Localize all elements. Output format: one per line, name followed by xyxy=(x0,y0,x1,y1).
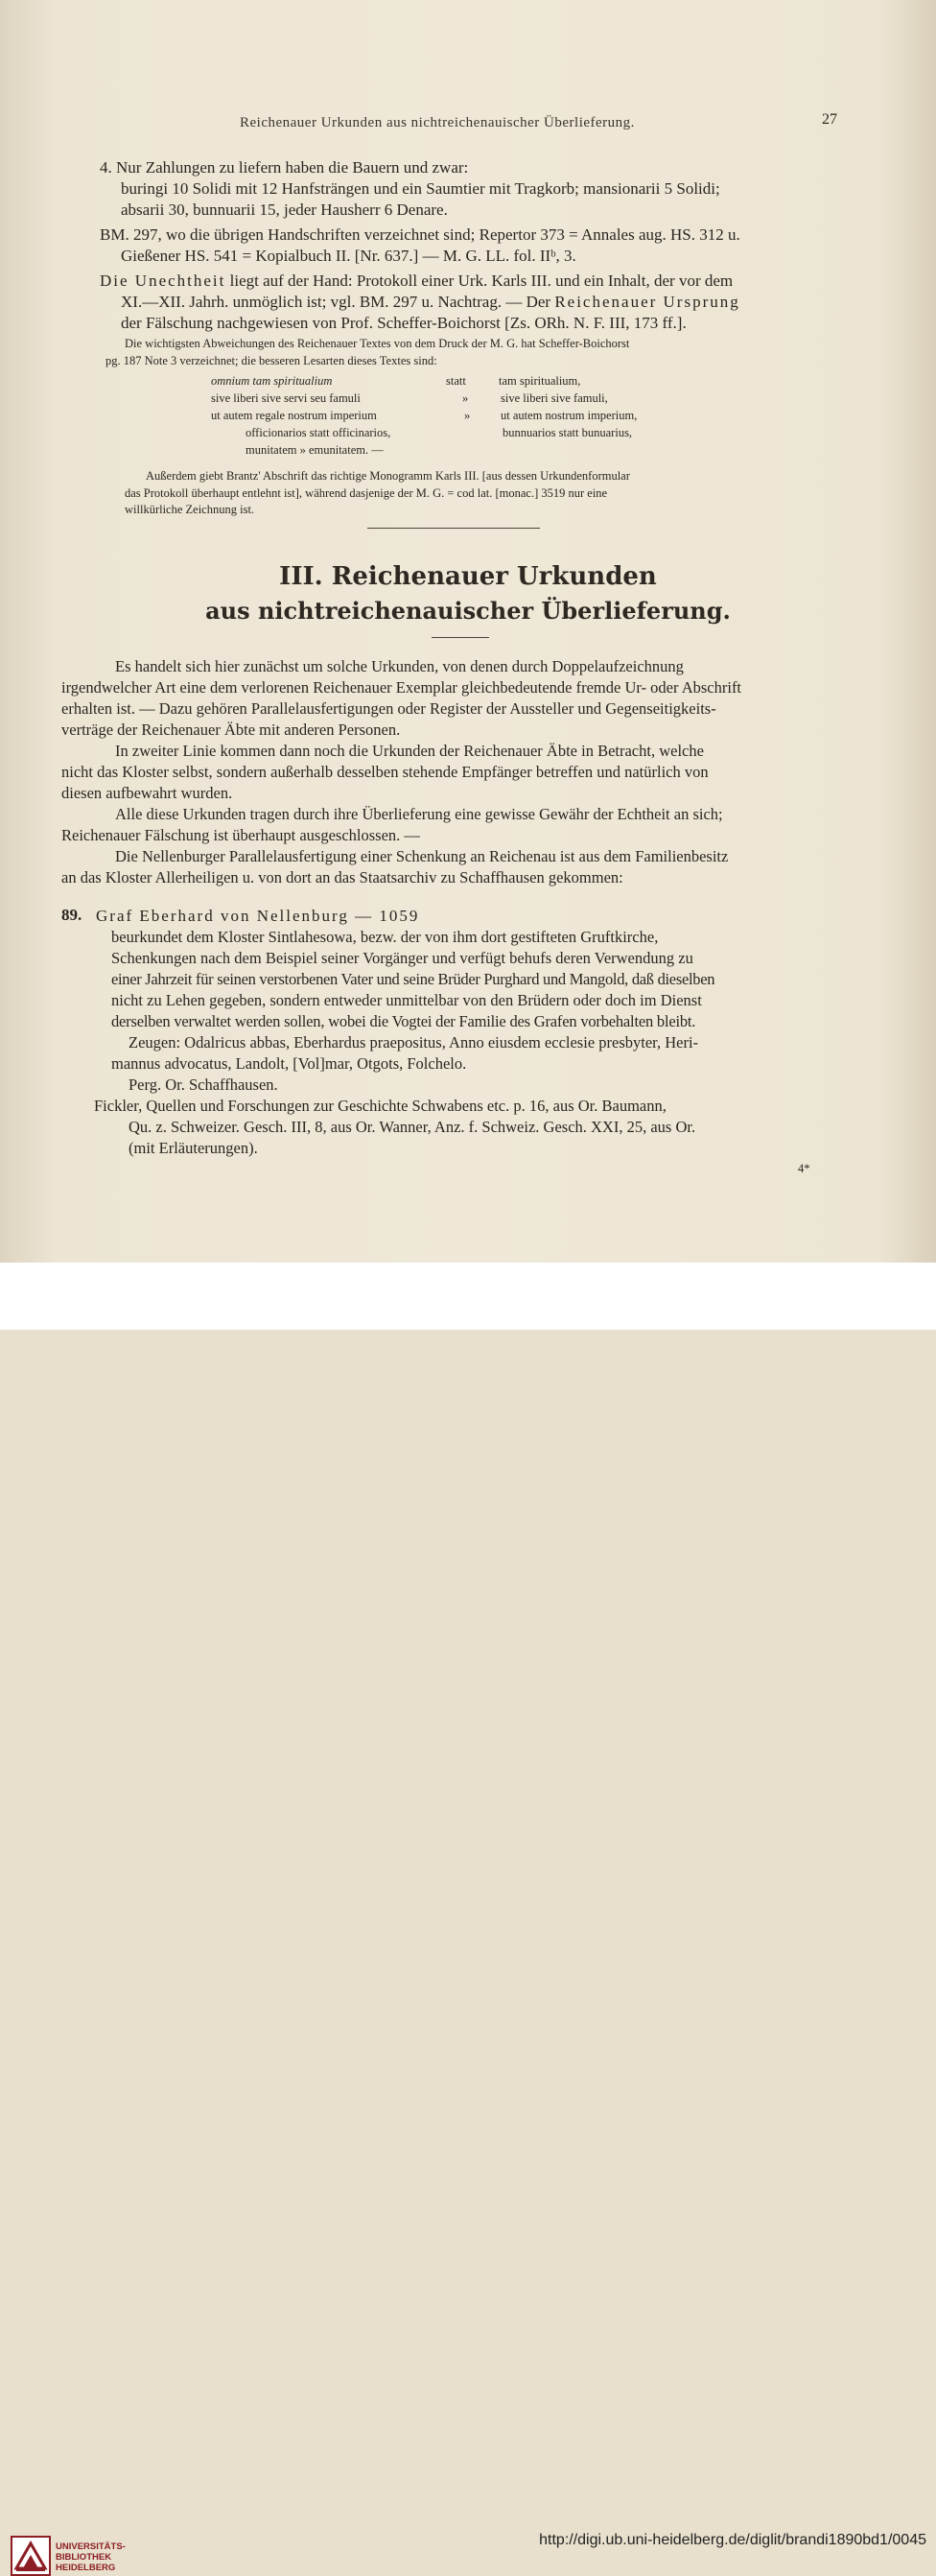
library-name-line: BIBLIOTHEK xyxy=(56,2552,112,2563)
note-line: pg. 187 Note 3 verzeichnet; die besseren Lesarten dieses Textes sind: xyxy=(105,353,437,367)
variant-left: sive liberi sive servi seu famuli xyxy=(211,391,361,405)
variant-right: ut autem nostrum imperium, xyxy=(501,409,638,422)
unechtheit-text: liegt auf der Hand: Protokoll einer Urk. Karls III. und ein Inhalt, der vor dem xyxy=(225,272,734,290)
unechtheit-keyword: Die Unechtheit xyxy=(100,272,226,290)
bm-line: BM. 297, wo die übrigen Handschriften verzeichnet sind; Repertor 373 = Annales aug. HS. 312 u. xyxy=(100,225,740,244)
variant-row xyxy=(211,424,748,441)
footer-bar xyxy=(0,1263,936,2573)
scanned-page xyxy=(0,0,936,1263)
bm-line: Gießener HS. 541 = Kopialbuch II. [Nr. 637.] — M. G. LL. fol. IIᵇ, 3. xyxy=(121,247,576,265)
after-line: willkürliche Zeichnung ist. xyxy=(125,503,255,516)
witnesses-line: mannus advocatus, Landolt, [Vol]mar, Otgots, Folchelo. xyxy=(111,1054,467,1073)
item4-line: 4. Nur Zahlungen zu liefern haben die Bauern und zwar: xyxy=(100,158,469,177)
variant-row xyxy=(211,407,748,424)
item4-line: buringi 10 Solidi mit 12 Hanfsträngen und ein Saumtier mit Tragkorb; mansionarii 5 Solidi; xyxy=(121,179,720,198)
witnesses-line: Zeugen: Odalricus abbas, Eberhardus praepositus, Anno eiusdem ecclesie presbyter, Heri- xyxy=(129,1033,699,1052)
intro-paragraphs xyxy=(61,656,857,888)
variant-mid: statt xyxy=(446,374,466,388)
variant-right: bunnuarios statt bunuarius, xyxy=(503,426,633,439)
intro-line: an das Kloster Allerheiligen u. von dort an das Staatsarchiv zu Schaffhausen gekommen: xyxy=(61,868,623,886)
variant-readings xyxy=(211,372,748,459)
variant-row xyxy=(211,372,748,390)
variant-mid: » xyxy=(464,409,471,422)
source-url-link[interactable]: http://digi.ub.uni-heidelberg.de/diglit/brandi1890bd1/0045 xyxy=(539,2532,926,2548)
section-heading-line1: III. Reichenauer Urkunden xyxy=(279,562,657,591)
variant-left: munitatem » emunitatem. — xyxy=(246,443,384,457)
ursprung-keyword: Reichenauer Ursprung xyxy=(554,293,740,311)
intro-line: verträge der Reichenauer Äbte mit anderen Personen. xyxy=(61,721,401,739)
entry-body xyxy=(94,927,859,1159)
note-line: Die wichtigsten Abweichungen des Reichenauer Textes von dem Druck der M. G. hat Scheffer-Boichorst xyxy=(125,337,630,350)
unechtheit-text: XI.—XII. Jahrh. unmöglich ist; vgl. BM. 297 u. Nachtrag. — Der xyxy=(121,293,555,311)
entry-body-line: beurkundet dem Kloster Sintlahesowa, bezw. der von ihm dort gestifteten Gruftkirche, xyxy=(111,928,659,946)
page-number: 27 xyxy=(822,111,837,128)
section-heading-line2: aus nichtreichenauischer Überlieferung. xyxy=(205,597,731,625)
variant-row xyxy=(211,441,748,459)
item4-line: absarii 30, bunnuarii 15, jeder Hausherr 6 Denare. xyxy=(121,201,448,219)
variant-left: ut autem regale nostrum imperium xyxy=(211,409,377,422)
variant-left: officionarios statt officinarios, xyxy=(246,426,391,439)
heading-underline xyxy=(432,637,489,638)
entry-title: Graf Eberhard von Nellenburg — 1059 xyxy=(96,907,420,925)
running-title: Reichenauer Urkunden aus nichtreichenauischer Überlieferung. xyxy=(240,115,635,130)
unechtheit-text: der Fälschung nachgewiesen von Prof. Scheffer-Boichorst [Zs. ORh. N. F. III, 173 ff.]. xyxy=(121,314,687,332)
intro-line: In zweiter Linie kommen dann noch die Urkunden der Reichenauer Äbte in Betracht, welche xyxy=(115,742,704,760)
signature-mark: 4* xyxy=(798,1162,810,1175)
intro-line: Alle diese Urkunden tragen durch ihre Überlieferung eine gewisse Gewähr der Echtheit an sich; xyxy=(115,805,723,823)
note-text xyxy=(105,336,854,369)
literature-line: Qu. z. Schweizer. Gesch. III, 8, aus Or. Wanner, Anz. f. Schweiz. Gesch. XXI, 25, aus Or. xyxy=(129,1118,696,1136)
variant-row xyxy=(211,390,748,407)
variant-right: tam spiritualium, xyxy=(499,374,581,388)
intro-line: erhalten ist. — Dazu gehören Parallelausfertigungen oder Register der Aussteller und Gegenseitigkeits- xyxy=(61,699,716,718)
aftertext xyxy=(125,468,854,519)
literature-line: Fickler, Quellen und Forschungen zur Geschichte Schwabens etc. p. 16, aus Or. Baumann, xyxy=(94,1097,667,1115)
library-name xyxy=(56,2541,126,2573)
intro-line: Es handelt sich hier zunächst um solche Urkunden, von denen durch Doppelaufzeichnung xyxy=(115,657,684,675)
unechtheit-paragraph xyxy=(100,271,857,334)
library-logo-icon xyxy=(11,2536,51,2576)
entry-body-line: nicht zu Lehen gegeben, sondern entweder unmittelbar von den Brüdern oder doch im Dienst xyxy=(111,991,702,1009)
intro-line: diesen aufbewahrt wurden. xyxy=(61,784,233,802)
after-line: das Protokoll überhaupt entlehnt ist], während dasjenige der M. G. = cod lat. [monac.] 3519 nur eine xyxy=(125,485,608,500)
library-name-line: HEIDELBERG xyxy=(56,2563,116,2573)
variant-left: omnium tam spiritualium xyxy=(211,374,333,388)
literature-line: (mit Erläuterungen). xyxy=(129,1139,258,1157)
intro-line: Die Nellenburger Parallelausfertigung einer Schenkung an Reichenau ist aus dem Familienbesitz xyxy=(115,847,729,865)
item4-text xyxy=(100,157,867,221)
entry-body-line: Schenkungen nach dem Beispiel seiner Vorgänger und verfügt behufs deren Verwendung zu xyxy=(111,949,693,967)
section-divider xyxy=(367,528,540,529)
intro-line: Reichenauer Fälschung ist überhaupt ausgeschlossen. — xyxy=(61,826,420,844)
bm-reference xyxy=(100,225,867,267)
intro-line: nicht das Kloster selbst, sondern außerhalb desselben stehende Empfänger betreffen und natürlich von xyxy=(61,763,709,781)
variant-right: sive liberi sive famuli, xyxy=(501,391,608,405)
library-name-line: UNIVERSITÄTS- xyxy=(56,2541,126,2552)
entry-body-line: einer Jahrzeit für seinen verstorbenen Vater und seine Brüder Purghard und Mangold, daß dieselben xyxy=(111,970,715,988)
entry-body-line: derselben verwaltet werden sollen, wobei die Vogtei der Familie des Grafen vorbehalten bleibt. xyxy=(111,1012,696,1030)
archive-line: Perg. Or. Schaffhausen. xyxy=(129,1075,278,1094)
variant-mid: » xyxy=(462,391,469,405)
entry-number: 89. xyxy=(61,906,82,924)
intro-line: irgendwelcher Art eine dem verlorenen Reichenauer Exemplar gleichbedeutende fremde Ur- oder Abschrift xyxy=(61,678,742,697)
after-line: Außerdem giebt Brantz' Abschrift das richtige Monogramm Karls III. [aus dessen Urkundenformular xyxy=(146,469,630,483)
